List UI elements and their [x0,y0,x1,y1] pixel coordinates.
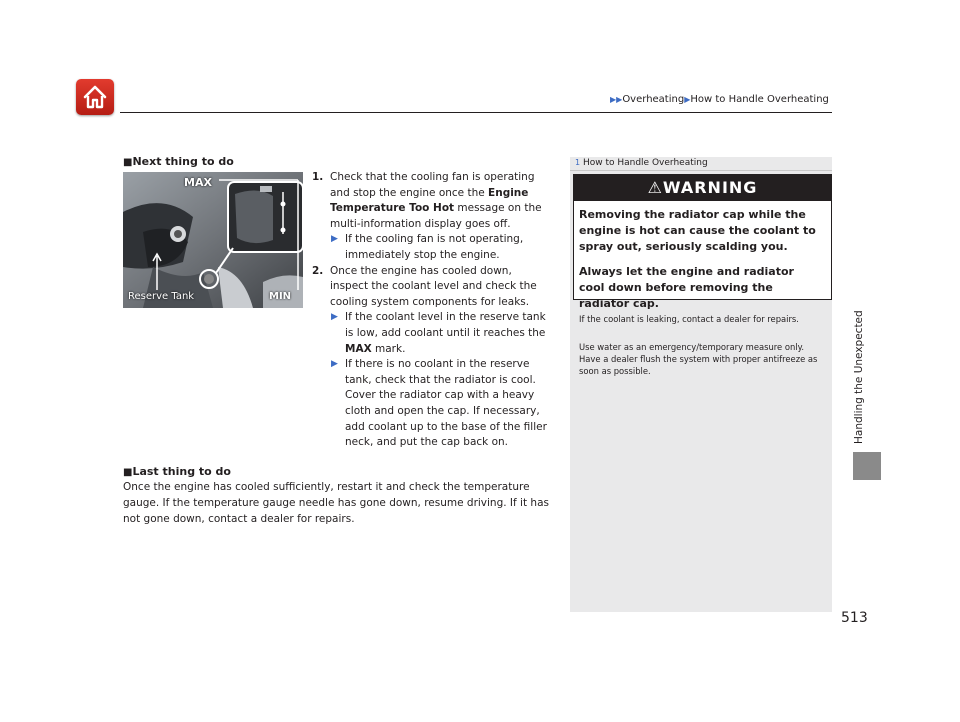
step-2-sub-2: ▶ If there is no coolant in the reserve tank, check that the radiator is cool. Cover the radiator cap with a heavy cloth and open the cap. If necessary, add coolant up to the base of the filler neck, and put the cap back on. [331,358,547,449]
breadcrumb-arrow-icon: ▶▶ [610,95,623,104]
aside-note-2: Use water as an emergency/temporary measure only. Have a dealer flush the system with proper antifreeze as soon as possible. [579,342,818,376]
triangle-bullet-icon: ▶ [331,234,338,245]
step-1-number: 1. [312,171,324,183]
breadcrumb-arrow-icon: ▶ [684,95,691,104]
engine-bay-illustration [123,172,303,308]
step-2-text: Once the engine has cooled down, inspect the coolant level and check the cooling system components for leaks. [330,264,537,308]
step-2-number: 2. [312,264,324,277]
warning-box [573,174,832,310]
reference-icon: 1 [575,158,581,167]
breadcrumb-item-how-to-handle[interactable]: How to Handle Overheating [690,94,829,105]
warning-triangle-icon: ⚠ [647,178,663,197]
step-2 [312,264,552,451]
header-divider [120,112,832,113]
breadcrumb-item-overheating[interactable]: Overheating [622,94,685,105]
aside-divider [570,170,832,171]
step-1 [312,170,552,264]
side-section-label: Handling the Unexpected [853,310,865,444]
square-bullet-icon: ■ [123,157,133,168]
last-section-paragraph: Once the engine has cooled sufficiently, restart it and check the temperature gauge. If the temperature gauge needle has gone down, resume driving. If it has not gone down, contact a dealer for repairs. [123,481,549,525]
section-heading-last: ■Last thing to do [123,465,231,478]
step-1-text-a: Check that the cooling fan is operating and stop the engine once the [330,171,535,199]
photo-label-min: MIN [269,291,292,302]
step-2-sub-1: ▶ If the coolant level in the reserve tank is low, add coolant until it reaches the MAX mark. [331,311,546,355]
warning-body [574,201,831,312]
aside-note-1: If the coolant is leaking, contact a dealer for repairs. [579,314,799,324]
photo-label-reserve-tank: Reserve Tank [128,291,195,302]
photo-label-max: MAX [184,176,212,189]
aside-title: 1 How to Handle Overheating [575,158,708,168]
step-1-bold: Engine Temperature Too Hot [330,186,529,215]
step-list [312,170,552,451]
warning-header: ⚠WARNING [574,175,831,201]
warning-paragraph-1: Removing the radiator cap while the engine is hot can cause the coolant to spray out, seriously scalding you. [579,208,816,253]
warning-paragraph-2: Always let the engine and radiator cool down before removing the radiator cap. [579,265,794,310]
square-bullet-icon: ■ [123,467,133,478]
home-button[interactable] [76,79,114,115]
page-number: 513 [841,610,868,626]
home-icon [82,84,108,110]
triangle-bullet-icon: ▶ [331,312,338,323]
step-1-sub-1: ▶ If the cooling fan is not operating, immediately stop the engine. [331,233,524,261]
breadcrumb [610,94,829,105]
engine-coolant-photo [123,172,303,308]
triangle-bullet-icon: ▶ [331,359,338,370]
section-heading-next: ■Next thing to do [123,155,234,168]
step-1-text-b: message on the multi-information display goes off. [330,202,542,230]
